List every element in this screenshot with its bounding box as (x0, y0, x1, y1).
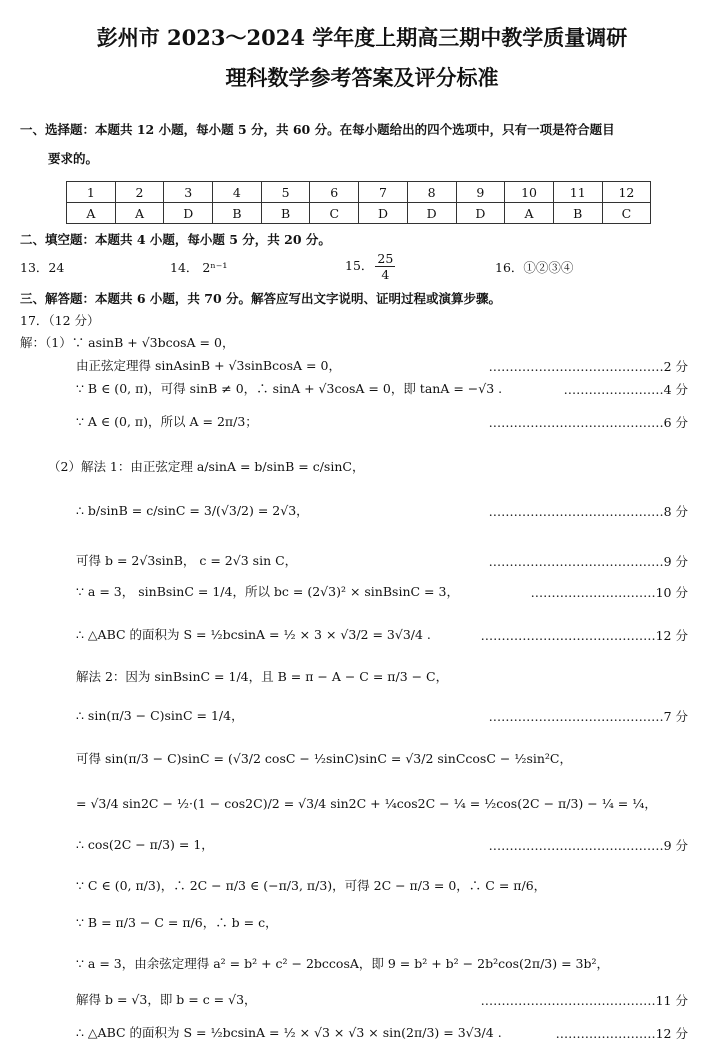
solution-line: ∵ a = 3，由余弦定理得 a² = b² + c² − 2bccosA，即 9 = b² + b² − 2b²cos(2π/3) = 3b²， (76, 956, 609, 971)
q14-answer: 14． 2ⁿ⁻¹ (170, 260, 228, 275)
solution-line: ∵ B ∈ (0, π)，可得 sinB ≠ 0，∴ sinA + √3cosA = 0，即 tanA = −√3 . (76, 381, 503, 396)
answer-number: 11 (553, 182, 602, 203)
score-mark: ……………………………………6 分 (488, 415, 688, 430)
solution-line: （2）解法 1：由正弦定理 a/sinA = b/sinB = c/sinC， (48, 459, 365, 474)
solution-line: 由正弦定理得 sinAsinB + √3sinBcosA = 0， (76, 358, 341, 373)
q15-label: 15． (345, 258, 374, 273)
answer-number: 8 (407, 182, 456, 203)
answer-letter: D (359, 203, 408, 224)
solution-line: 解得 b = √3，即 b = c = √3， (76, 992, 257, 1007)
answer-table-letters-row (67, 203, 651, 224)
page-subtitle: 理科数学参考答案及评分标准 (225, 65, 499, 90)
score-mark: ……………………………………9 分 (488, 838, 688, 853)
answer-letter: A (67, 203, 116, 224)
solution-line: = √3/4 sin2C − ½·(1 − cos2C)/2 = √3/4 sin2C + ¼cos2C − ¼ = ½cos(2C − π/3) − ¼ = ¼， (76, 796, 657, 811)
solution-line: ∴ sin(π/3 − C)sinC = 1/4， (76, 708, 244, 723)
answer-number: 12 (602, 182, 651, 203)
solution-line: 可得 sin(π/3 − C)sinC = (√3/2 cosC − ½sinC)sinC = √3/2 sinCcosC − ½sin²C， (76, 751, 572, 766)
section1-heading-cont: 要求的。 (48, 151, 99, 166)
q15-numerator: 25 (377, 251, 394, 266)
answer-letter: A (505, 203, 554, 224)
solution-line: ∵ A ∈ (0, π)，所以 A = 2π/3； (76, 414, 258, 429)
answer-letter: C (310, 203, 359, 224)
score-mark: ……………………12 分 (555, 1026, 688, 1041)
answer-table-numbers-row (67, 182, 651, 203)
answer-letter: C (602, 203, 651, 224)
q13-answer: 13．24 (20, 260, 65, 275)
solution-line: ∵ a = 3， sinBsinC = 1/4，所以 bc = (2√3)² × sinBsinC = 3， (76, 584, 459, 599)
score-mark: ……………………………………8 分 (488, 504, 688, 519)
answer-number: 5 (261, 182, 310, 203)
answer-letter: D (407, 203, 456, 224)
solution-line: 解：（1）∵ asinB + √3bcosA = 0， (20, 335, 235, 350)
score-mark: ……………………………………7 分 (488, 709, 688, 724)
solution-line: ∴ b/sinB = c/sinC = 3/(√3/2) = 2√3， (76, 503, 309, 518)
answer-number: 2 (115, 182, 164, 203)
solution-line: ∴ △ABC 的面积为 S = ½bcsinA = ½ × 3 × √3/2 = 3√3/4 . (76, 627, 431, 642)
score-mark: ……………………4 分 (563, 382, 688, 397)
answer-number: 6 (310, 182, 359, 203)
answer-letter: A (115, 203, 164, 224)
solution-line: 解法 2：因为 sinBsinC = 1/4，且 B = π − A − C = π/3 − C， (76, 669, 449, 684)
answer-letter: D (164, 203, 213, 224)
answer-letter: B (213, 203, 262, 224)
answer-number: 3 (164, 182, 213, 203)
score-mark: ……………………………………9 分 (488, 554, 688, 569)
score-mark: ……………………………………12 分 (480, 628, 688, 643)
section2-heading: 二、填空题：本题共 4 小题，每小题 5 分，共 20 分。 (20, 232, 331, 247)
answer-number: 10 (505, 182, 554, 203)
answer-number: 4 (213, 182, 262, 203)
answer-letter: B (261, 203, 310, 224)
q16-answer: 16．①②③④ (495, 260, 574, 275)
answer-letter: B (553, 203, 602, 224)
answer-number: 9 (456, 182, 505, 203)
q15-answer (345, 251, 397, 282)
solution-line: ∵ C ∈ (0, π/3)，∴ 2C − π/3 ∈ (−π/3, π/3)，可得 2C − π/3 = 0，∴ C = π/6， (76, 878, 547, 893)
solution-line: ∵ B = π/3 − C = π/6，∴ b = c， (76, 915, 278, 930)
answer-number: 1 (67, 182, 116, 203)
solution-line: 可得 b = 2√3sinB， c = 2√3 sin C， (76, 553, 298, 568)
page-title: 彭州市 2023～2024 学年度上期高三期中教学质量调研 (96, 25, 628, 50)
score-mark: ……………………………………11 分 (480, 993, 688, 1008)
solution-line: ∴ cos(2C − π/3) = 1， (76, 837, 214, 852)
score-mark: …………………………10 分 (530, 585, 688, 600)
section3-heading: 三、解答题：本题共 6 小题，共 70 分。解答应写出文字说明、证明过程或演算步骤。 (20, 291, 502, 306)
q15-fraction (375, 251, 395, 282)
score-mark: ……………………………………2 分 (488, 359, 688, 374)
answer-table (66, 181, 651, 224)
answer-number: 7 (359, 182, 408, 203)
solution-line: ∴ △ABC 的面积为 S = ½bcsinA = ½ × √3 × √3 × sin(2π/3) = 3√3/4 . (76, 1025, 502, 1040)
q17-label: 17．（12 分） (20, 313, 100, 328)
answer-letter: D (456, 203, 505, 224)
section1-heading: 一、选择题：本题共 12 小题，每小题 5 分，共 60 分。在每小题给出的四个选项中，只有一项是符合题目 (20, 122, 615, 137)
q15-denominator: 4 (381, 267, 390, 282)
